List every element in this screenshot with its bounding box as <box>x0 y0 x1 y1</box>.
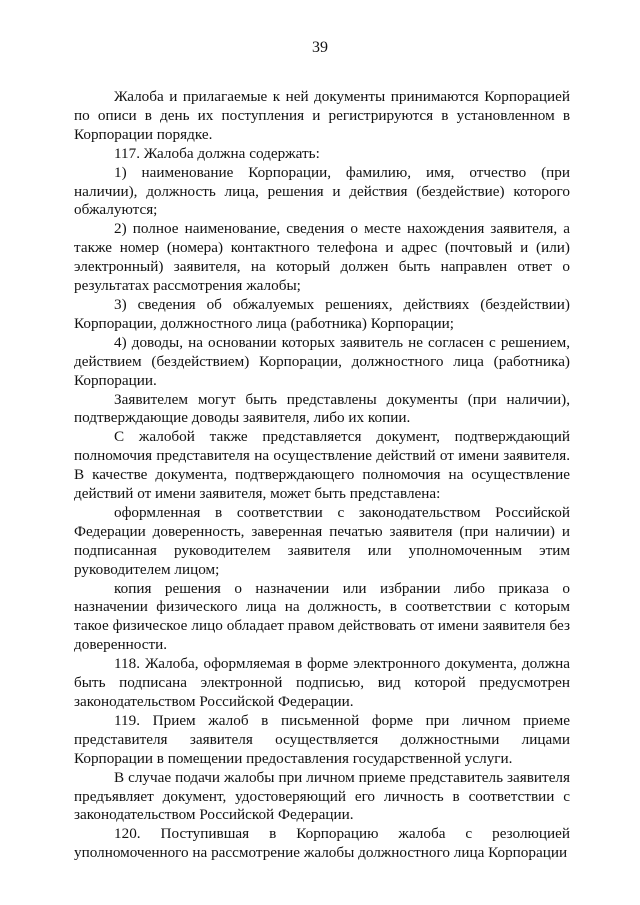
page-number: 39 <box>312 39 328 56</box>
paragraph-power-of-attorney: оформленная в соответствии с законодательством Российской Федерации доверенность, заверенная печатью заявителя (при наличии) и подписанная руководителем заявителя или уполномоченным этим руководителем лицом; <box>74 503 570 578</box>
paragraph-117-item-4: 4) доводы, на основании которых заявитель не согласен с решением, действием (бездействием) Корпорации, должностного лица (работника) Корпорации. <box>74 333 570 389</box>
paragraph-representative-authority: С жалобой также представляется документ, подтверждающий полномочия представителя на осуществление действий от имени заявителя. В качестве документа, подтверждающего полномочия на осуществление действий от имени заявителя, может быть представлена: <box>74 428 570 503</box>
paragraph-supporting-documents: Заявителем могут быть представлены документы (при наличии), подтверждающие доводы заявителя, либо их копии. <box>74 390 570 427</box>
paragraph-120: 120. Поступившая в Корпорацию жалоба с резолюцией уполномоченного на рассмотрение жалобы должностного лица Корпорации <box>74 825 570 862</box>
paragraph-117-item-1: 1) наименование Корпорации, фамилию, имя, отчество (при наличии), должность лица, решения и действия (бездействие) которого обжалуются; <box>74 163 570 219</box>
paragraph-personal-reception: В случае подачи жалобы при личном приеме представитель заявителя предъявляет документ, удостоверяющий его личность в соответствии с законодательством Российской Федерации. <box>74 768 570 824</box>
document-body <box>74 88 570 863</box>
paragraph-appointment-decision: копия решения о назначении или избрании либо приказа о назначении физического лица на должность, в соответствии с которым такое физическое лицо обладает правом действовать от имени заявителя без доверенности. <box>74 579 570 654</box>
paragraph-119: 119. Прием жалоб в письменной форме при личном приеме представителя заявителя осуществляется должностными лицами Корпорации в помещении предоставления государственной услуги. <box>74 711 570 767</box>
paragraph-117-item-2: 2) полное наименование, сведения о месте нахождения заявителя, а также номер (номера) контактного телефона и адрес (почтовый и (или) электронный) заявителя, на который должен быть направлен ответ о результатах рассмотрения жалобы; <box>74 220 570 295</box>
paragraph-117-item-3: 3) сведения об обжалуемых решениях, действиях (бездействии) Корпорации, должностного лица (работника) Корпорации; <box>74 295 570 332</box>
paragraph-complaint-acceptance: Жалоба и прилагаемые к ней документы принимаются Корпорацией по описи в день их поступления и регистрируются в установленном в Корпорации порядке. <box>74 88 570 143</box>
paragraph-117-heading: 117. Жалоба должна содержать: <box>114 144 320 162</box>
paragraph-118: 118. Жалоба, оформляемая в форме электронного документа, должна быть подписана электронной подписью, вид которой предусмотрен законодательством Российской Федерации. <box>74 655 570 710</box>
